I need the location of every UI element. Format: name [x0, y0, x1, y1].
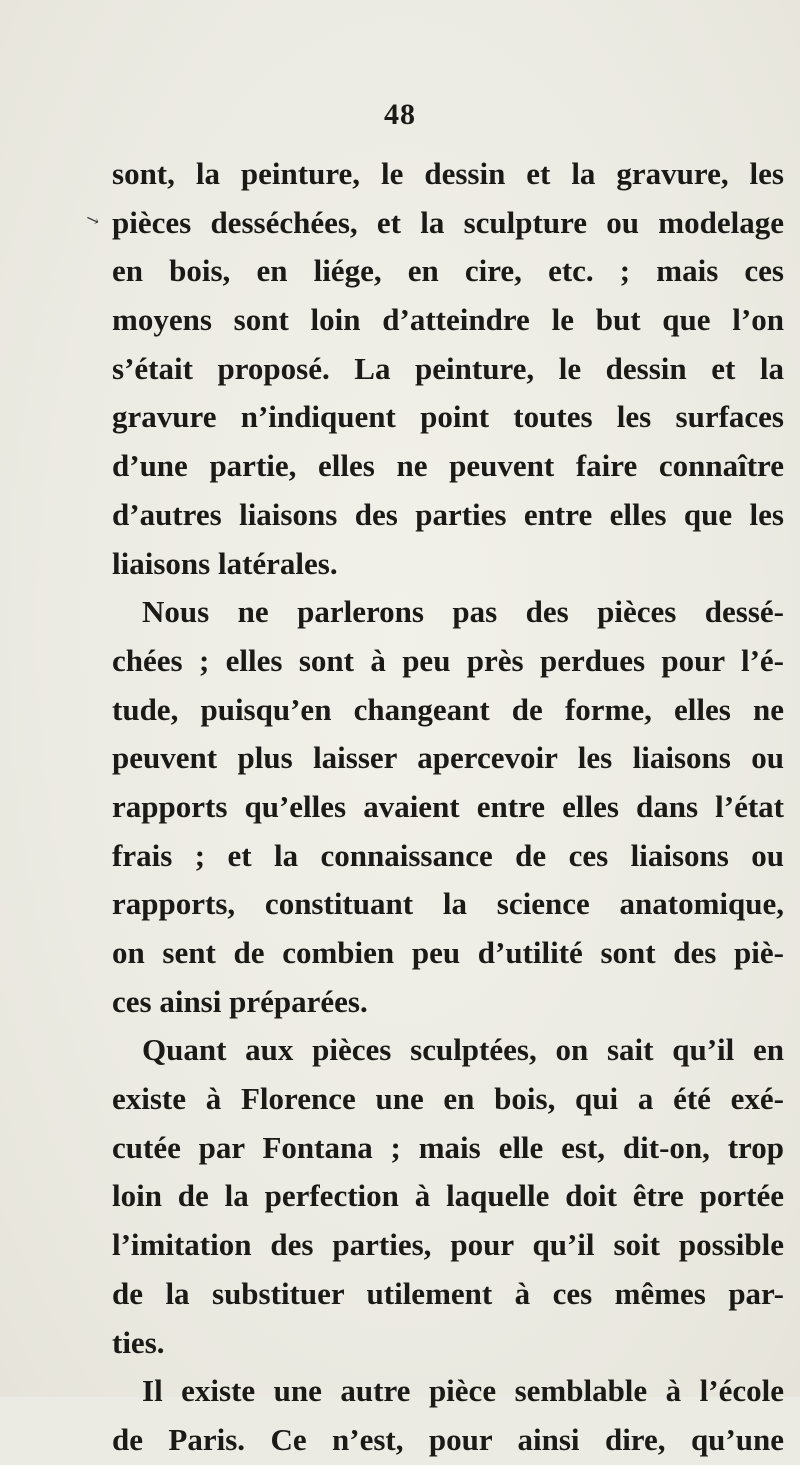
text-line: s’était proposé. La peinture, le dessin et la — [112, 350, 784, 386]
text-line: rapports, constituant la science anatomique, — [112, 886, 784, 922]
text-line: Il existe une autre pièce semblable à l’école — [142, 1373, 784, 1409]
body-text — [112, 150, 784, 1465]
text-line: ties. — [112, 1324, 165, 1360]
text-line: en bois, en liége, en cire, etc. ; mais ces — [112, 253, 784, 289]
text-line: frais ; et la connaissance de ces liaisons ou — [112, 837, 784, 873]
page-number: 48 — [384, 98, 416, 131]
text-line: loin de la perfection à laquelle doit être portée — [112, 1178, 784, 1214]
text-line: Quant aux pièces sculptées, on sait qu’il en — [142, 1032, 784, 1068]
text-line: Nous ne parlerons pas des pièces dessé- — [142, 594, 784, 630]
text-line: d’une partie, elles ne peuvent faire connaître — [112, 448, 784, 484]
text-line: ces ainsi préparées. — [112, 983, 368, 1019]
text-line: d’autres liaisons des parties entre elles que les — [112, 496, 784, 532]
text-line: moyens sont loin d’atteindre le but que l’on — [112, 302, 784, 338]
text-line: pièces desséchées, et la sculpture ou modelage — [112, 204, 784, 240]
text-line: l’imitation des parties, pour qu’il soit possible — [112, 1227, 784, 1263]
text-line: liaisons latérales. — [112, 545, 338, 581]
margin-mark: ↘ — [83, 210, 103, 231]
text-line: gravure n’indiquent point toutes les surfaces — [112, 399, 784, 435]
text-line: chées ; elles sont à peu près perdues pour l’é- — [112, 642, 784, 678]
text-line: de Paris. Ce n’est, pour ainsi dire, qu’une — [112, 1421, 784, 1457]
text-line: sont, la peinture, le dessin et la gravure, les — [112, 156, 784, 191]
text-line: rapports qu’elles avaient entre elles dans l’état — [112, 788, 784, 824]
text-line: tude, puisqu’en changeant de forme, elles ne — [112, 691, 784, 727]
text-line: de la substituer utilement à ces mêmes par- — [112, 1275, 784, 1311]
text-line: cutée par Fontana ; mais elle est, dit-on, trop — [112, 1129, 784, 1165]
text-line: peuvent plus laisser apercevoir les liaisons ou — [112, 740, 784, 776]
text-line: on sent de combien peu d’utilité sont des piè- — [112, 935, 784, 970]
text-line: existe à Florence une en bois, qui a été exé- — [112, 1081, 784, 1117]
